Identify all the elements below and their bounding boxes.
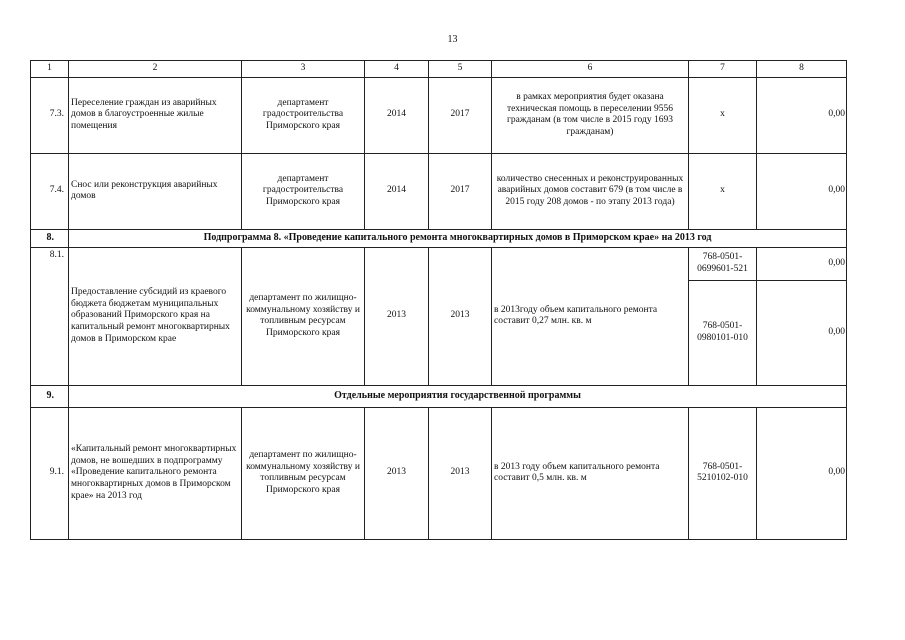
table-row [31,153,847,229]
section-row [31,385,847,407]
amount: 0,00 [757,247,847,280]
expected-result: в 2013году объем капитального ремонта составит 0,27 млн. кв. м [492,247,689,385]
budget-code: 768-0501-0980101-010 [689,280,757,385]
budget-code: х [689,77,757,153]
column-header: 4 [365,61,429,78]
section-number: 8. [31,229,69,247]
start-year: 2014 [365,153,429,229]
column-header: 7 [689,61,757,78]
budget-code: х [689,153,757,229]
column-header: 2 [69,61,242,78]
table-row [31,77,847,153]
activity-name: Снос или реконструкция аварийных домов [69,153,242,229]
activity-name: «Капитальный ремонт многоквартирных домов, не вошедших в подпрограмму «Проведение капитального ремонта многоквартирных домов в Приморском крае» на 2013 год [69,407,242,539]
row-number: 9.1. [31,407,69,539]
amount: 0,00 [757,280,847,385]
end-year: 2013 [429,407,492,539]
end-year: 2013 [429,247,492,385]
amount: 0,00 [757,153,847,229]
table-row [31,407,847,539]
expected-result: в 2013 году объем капитального ремонта составит 0,5 млн. кв. м [492,407,689,539]
section-title: Подпрограмма 8. «Проведение капитального ремонта многоквартирных домов в Приморском крае» на 2013 год [69,229,847,247]
column-header: 3 [242,61,365,78]
page-number: 13 [447,34,458,45]
section-number: 9. [31,385,69,407]
amount: 0,00 [757,77,847,153]
program-activities-table [30,60,847,540]
table-row [31,247,847,280]
expected-result: количество снесенных и реконструированных аварийных домов составит 679 (в том числе в 2015 году 208 домов - по этапу 2013 года) [492,153,689,229]
executor: департамент градостроительства Приморского края [242,77,365,153]
column-header: 6 [492,61,689,78]
row-number: 8.1. [31,247,69,385]
executor: департамент градостроительства Приморского края [242,153,365,229]
section-title: Отдельные мероприятия государственной программы [69,385,847,407]
budget-code: 768-0501-5210102-010 [689,407,757,539]
executor: департамент по жилищно-коммунальному хозяйству и топливным ресурсам Приморского края [242,247,365,385]
section-row [31,229,847,247]
expected-result: в рамках мероприятия будет оказана техническая помощь в переселении 9556 гражданам (в том числе в 2015 году 1693 гражданам) [492,77,689,153]
start-year: 2014 [365,77,429,153]
executor: департамент по жилищно-коммунальному хозяйству и топливным ресурсам Приморского края [242,407,365,539]
activity-name: Предоставление субсидий из краевого бюджета бюджетам муниципальных образований Приморского края на капитальный ремонт многоквартирных домов в Приморском крае [69,247,242,385]
start-year: 2013 [365,247,429,385]
end-year: 2017 [429,77,492,153]
activity-name: Переселение граждан из аварийных домов в благоустроенные жилые помещения [69,77,242,153]
row-number: 7.3. [31,77,69,153]
table-header-row [31,61,847,78]
end-year: 2017 [429,153,492,229]
column-header: 1 [31,61,69,78]
budget-code: 768-0501-0699601-521 [689,247,757,280]
start-year: 2013 [365,407,429,539]
column-header: 8 [757,61,847,78]
row-number: 7.4. [31,153,69,229]
column-header: 5 [429,61,492,78]
amount: 0,00 [757,407,847,539]
